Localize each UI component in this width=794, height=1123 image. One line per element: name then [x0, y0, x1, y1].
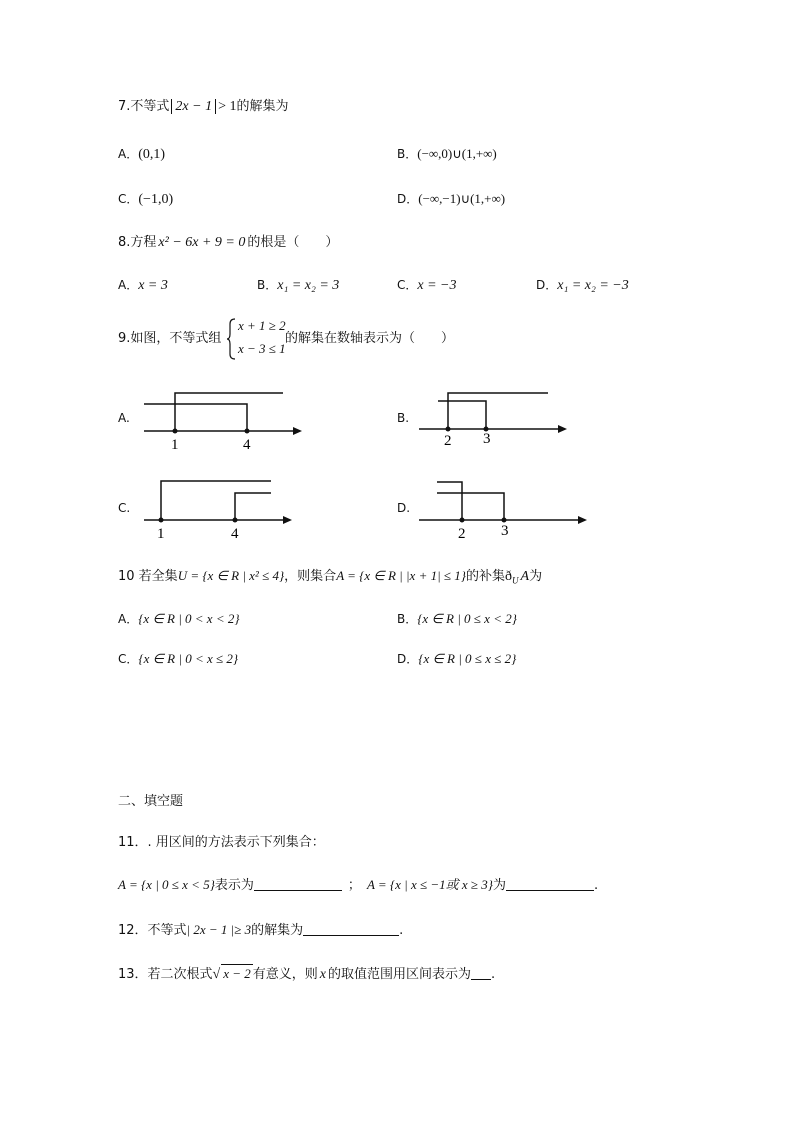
option-label: A． — [118, 278, 139, 292]
option-text: x = −3 — [417, 278, 457, 293]
option-text: {x ∈ R | 0 ≤ x < 2} — [417, 611, 517, 626]
q13-radicand: x − 2 — [223, 966, 251, 981]
q9-system-brace — [227, 318, 237, 360]
q9-option-a-label[interactable]: A. — [118, 411, 130, 425]
q7-option-d[interactable] — [397, 190, 505, 209]
q9-option-a-number-line[interactable] — [140, 385, 305, 453]
q7-option-c[interactable] — [118, 190, 173, 209]
option-label: D． — [397, 192, 419, 206]
option-text: x₁ = x₂ = 3 — [277, 278, 340, 293]
q7-suffix: 的解集为 — [236, 99, 289, 114]
q10-universal-set: U = {x ∈ R | x² ≤ 4} — [177, 568, 285, 583]
option-label: A． — [118, 612, 139, 626]
q10-option-b[interactable] — [397, 610, 517, 629]
option-label: B． — [257, 278, 278, 292]
q10-complement-a: A — [520, 569, 530, 584]
q11-mid-2: 为 — [493, 878, 507, 893]
q8-option-d[interactable] — [536, 276, 629, 295]
q8-suffix: 的根是（ ） — [247, 235, 339, 250]
option-text: x = 3 — [138, 278, 168, 293]
q13-answer-blank[interactable] — [471, 965, 491, 980]
q7-stem — [118, 98, 289, 116]
q13-stem — [118, 964, 495, 984]
q12-expression: | 2x − 1 |≥ 3 — [186, 922, 252, 937]
q9-option-c-number-line[interactable] — [140, 475, 300, 545]
option-text: (−1,0) — [138, 192, 174, 207]
option-label: C． — [397, 278, 418, 292]
q10-prefix: 10 若全集 — [118, 569, 178, 584]
option-label: C． — [118, 652, 139, 666]
q11-set-2: A = {x | x ≤ −1或 x ≥ 3} — [366, 877, 493, 892]
option-label: A． — [118, 147, 139, 161]
option-text: {x ∈ R | 0 < x ≤ 2} — [138, 651, 239, 666]
q12-suffix: 的解集为 — [251, 923, 304, 938]
q11-body — [118, 876, 598, 895]
q9-option-d-label[interactable]: D. — [397, 501, 411, 515]
q9-inequality-2: x − 3 ≤ 1 — [238, 341, 286, 356]
q12-prefix: 12．不等式 — [118, 923, 187, 938]
q13-prefix: 13．若二次根式 — [118, 967, 213, 982]
q11-set-1: A = {x | 0 ≤ x < 5} — [118, 877, 215, 892]
sqrt-symbol: √ — [212, 967, 221, 982]
q7-option-b[interactable] — [397, 145, 497, 164]
q12-end: . — [399, 923, 404, 938]
tick-label: 3 — [483, 431, 491, 447]
q10-stem — [118, 567, 542, 590]
option-label: B． — [397, 147, 418, 161]
option-label: D． — [536, 278, 558, 292]
q9-option-d-number-line[interactable] — [415, 475, 593, 545]
q11-intro: 11．. 用区间的方法表示下列集合： — [118, 835, 325, 850]
q9-inequality-1: x + 1 ≥ 2 — [238, 318, 286, 333]
q10-suffix: 的补集 — [466, 569, 506, 584]
q8-equation: x² − 6x + 9 = 0 — [158, 235, 246, 250]
option-label: C． — [118, 192, 139, 206]
option-text: x₁ = x₂ = −3 — [557, 278, 629, 293]
q11-answer-blank-2[interactable] — [506, 876, 594, 891]
option-label: D． — [397, 652, 419, 666]
q11-sep: ； — [347, 878, 361, 893]
option-text: (−∞,−1)∪(1,+∞) — [418, 191, 506, 206]
q8-stem — [118, 234, 338, 252]
q7-abs-expression: 2x − 1 — [171, 99, 216, 114]
q9-stem-suffix: 的解集在数轴表示为（ ） — [285, 331, 455, 346]
option-text: {x ∈ R | 0 < x < 2} — [138, 611, 240, 626]
q9-stem-prefix: 9.如图，不等式组 — [118, 331, 222, 346]
option-text: (0,1) — [138, 147, 166, 162]
q13-end: . — [491, 967, 496, 982]
q13-suffix2: 的取值范围用区间表示为 — [328, 967, 472, 982]
q9-option-b-label[interactable]: B. — [397, 411, 410, 425]
q9-option-b-number-line[interactable] — [415, 385, 570, 449]
q9-option-c-label[interactable]: C. — [118, 501, 131, 515]
tick-label: 2 — [444, 433, 452, 449]
q8-prefix: 8.方程 — [118, 235, 157, 250]
q10-set-a: A = {x ∈ R | |x + 1| ≤ 1} — [336, 568, 466, 583]
q10-suffix2: 为 — [529, 569, 543, 584]
q10-option-c[interactable] — [118, 650, 238, 669]
q11-answer-blank-1[interactable] — [254, 876, 342, 891]
q7-inequality-rhs: > 1 — [218, 99, 237, 114]
q10-complement-symbol: ð — [505, 569, 513, 584]
q8-option-c[interactable] — [397, 276, 457, 295]
tick-label: 1 — [157, 526, 165, 542]
q12-answer-blank[interactable] — [303, 921, 399, 936]
tick-label: 4 — [231, 526, 239, 542]
q10-mid: ，则集合 — [284, 569, 337, 584]
q7-prefix: 7.不等式 — [118, 99, 170, 114]
q7-option-a[interactable] — [118, 145, 165, 164]
option-label: B． — [397, 612, 418, 626]
q12-stem — [118, 921, 403, 940]
q10-option-d[interactable] — [397, 650, 516, 669]
q13-variable: x — [319, 967, 327, 982]
tick-label: 2 — [458, 526, 466, 542]
q8-option-a[interactable] — [118, 276, 168, 295]
tick-label: 1 — [171, 437, 179, 453]
tick-label: 4 — [243, 437, 251, 453]
section-title: 二、填空题 — [118, 794, 184, 809]
q13-suffix: 有意义，则 — [252, 967, 318, 982]
q8-option-b[interactable] — [257, 276, 339, 295]
option-text: {x ∈ R | 0 ≤ x ≤ 2} — [418, 651, 517, 666]
tick-label: 3 — [501, 523, 509, 539]
option-text: (−∞,0)∪(1,+∞) — [417, 146, 497, 161]
q11-mid-1: 表示为 — [214, 878, 254, 893]
q10-complement-sub: U — [512, 575, 519, 586]
q11-end: . — [594, 878, 599, 893]
q10-option-a[interactable] — [118, 610, 240, 629]
